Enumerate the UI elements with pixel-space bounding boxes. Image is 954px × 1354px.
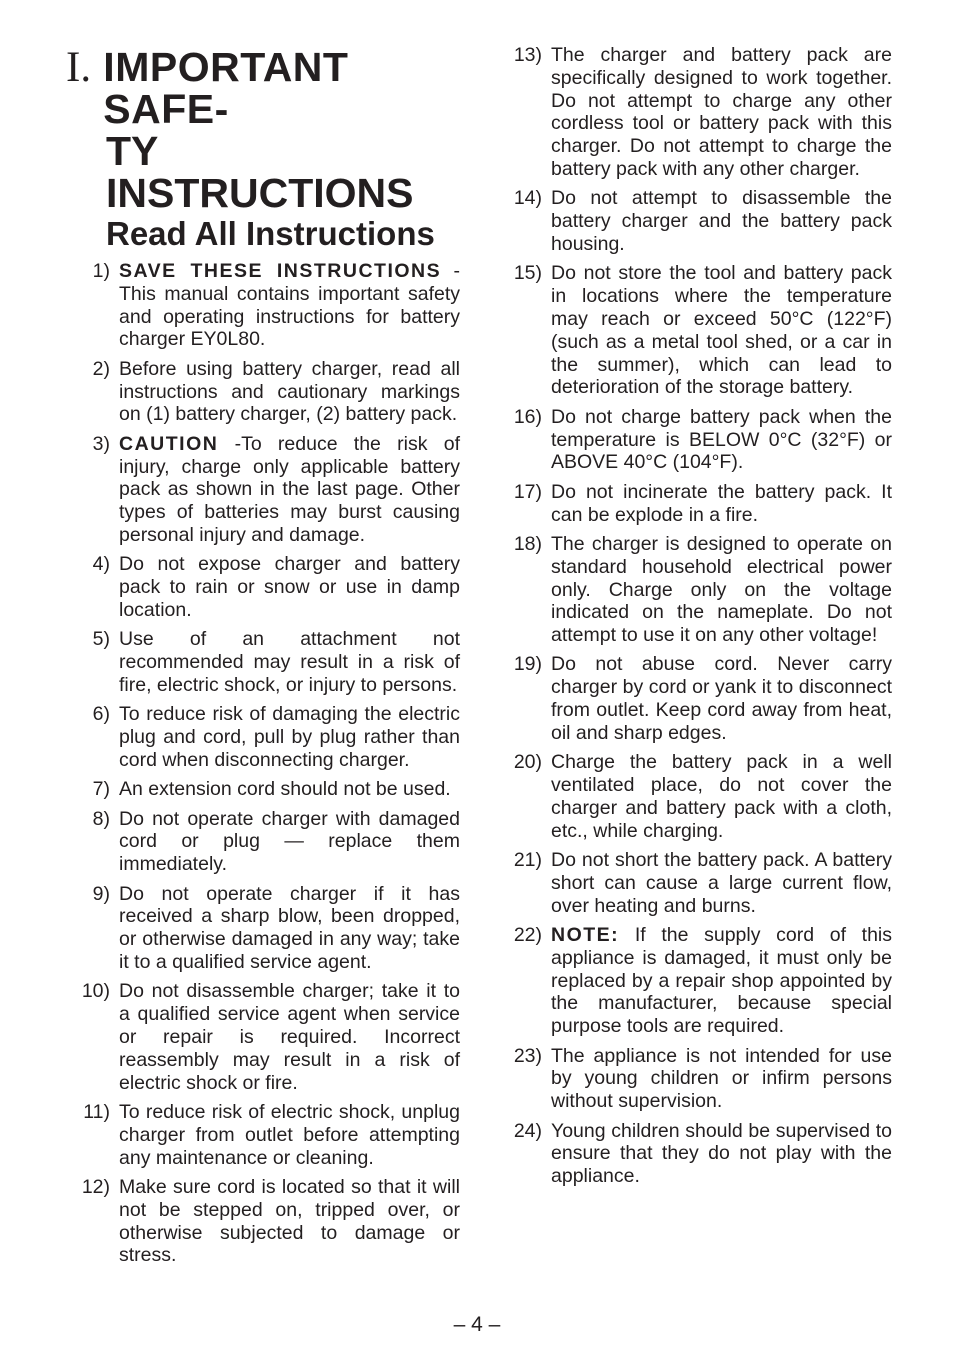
item-text: To reduce risk of electric shock, unplug charger from outlet before attempting any maintenance or cleaning. [119,1101,460,1169]
item-text-block [551,924,892,1038]
item-number: 20) [513,751,542,774]
item-number: 23) [513,1044,542,1067]
item-text: Do not expose charger and battery pack to rain or snow or use in damp location. [119,553,460,621]
item-text-block [551,533,892,647]
item-number: 18) [513,532,542,555]
item-text-block [551,406,892,474]
item-number: 8) [92,807,110,830]
item-text-block [551,481,892,527]
item-text-block [119,358,460,426]
item-number: 24) [513,1119,542,1142]
item-text-block [119,980,460,1094]
item-number: 10) [81,980,110,1003]
item-number: 14) [513,187,542,210]
item-text: Do not operate charger if it has received a sharp blow, been dropped, or otherwise damaged in any way; take it to a qualified service agent. [119,882,460,974]
item-number: 7) [92,778,110,801]
instruction-item [500,653,892,744]
item-text: Do not attempt to disassemble the battery charger and the battery pack housing. [551,187,892,255]
item-number: 12) [81,1176,110,1199]
item-text: Do not incinerate the battery pack. It can be explode in a fire. [551,480,892,526]
instruction-item [500,262,892,399]
instruction-list-left [66,260,460,1267]
item-text-block [119,883,460,974]
item-text: The charger is designed to operate on standard household electrical power only. Charge only on the voltage indicated on the nameplate. Do not attempt to use it on any other voltage! [551,532,892,647]
item-number: 11) [83,1101,110,1124]
item-text: -To reduce the risk of injury, charge only applicable battery pack as shown in the last page. Other types of batteries may burst causing personal injury and damage. [119,432,460,546]
item-number: 4) [92,553,110,576]
instruction-item [500,481,892,527]
item-text: If the supply cord of this appliance is damaged, it must only be replaced by a repair shop appointed by the manufacturer, because special purpose tools are required. [551,924,892,1038]
item-text-block [551,1045,892,1113]
item-text-block [119,433,460,547]
item-text-block [119,1176,460,1267]
item-number: 17) [513,480,542,503]
item-text-block [551,187,892,255]
item-text: The appliance is not intended for use by young children or infirm persons without supervision. [551,1044,892,1113]
instruction-item [500,187,892,255]
item-text-block [551,44,892,181]
left-column [66,46,460,1274]
item-number: 22) [513,924,542,947]
instruction-item [500,1120,892,1188]
item-text: Do not abuse cord. Never carry charger by cord or yank it to disconnect from outlet. Keep cord away from heat, oil and sharp edges. [551,653,892,744]
item-number: 16) [513,405,542,428]
instruction-item [66,553,460,621]
item-number: 5) [92,628,110,651]
item-text-block [119,808,460,876]
item-number: 2) [92,357,110,380]
item-number: 13) [513,44,542,66]
item-text: Do not short the battery pack. A battery short can cause a large current flow, over heating and burns. [551,849,892,917]
item-text-block [119,628,460,696]
item-text-block [551,751,892,842]
item-text: -This manual contains important safety and operating instructions for battery charger EY0L80. [119,260,460,351]
item-text-block [119,703,460,771]
instruction-list-right [500,44,892,1188]
instruction-item [66,980,460,1094]
item-text-block [119,553,460,621]
item-number: 6) [92,703,110,726]
item-text: Do not store the tool and battery pack in locations where the temperature may reach or exceed 50°C (122°F) (such as a metal tool shed, or a car in the summer), which can lead to deterioration of the storage battery. [551,262,892,399]
item-text-block [551,849,892,917]
item-text: Do not disassemble charger; take it to a qualified service agent when service or repair is required. Incorrect reassembly may result in a risk of electric shock or fire. [119,980,460,1094]
item-text-block [119,260,460,351]
item-text: Before using battery charger, read all instructions and cautionary markings on (1) battery charger, (2) battery pack. [119,357,460,426]
item-text: Use of an attachment not recommended may result in a risk of fire, electric shock, or injury to persons. [119,628,460,696]
item-text: The charger and battery pack are specifically designed to work together. Do not attempt to charge any other cordless tool or battery pack with this charger. Do not attempt to charge the battery pack with any other charger. [551,44,892,180]
instruction-item [66,703,460,771]
item-number: 1) [92,260,110,282]
item-text: Charge the battery pack in a well ventilated place, do not cover the charger and battery pack with a cloth, etc., while charging. [551,751,892,842]
instruction-item [500,44,892,181]
instruction-item [500,406,892,474]
item-text: An extension cord should not be used. [119,778,451,801]
page-number: – 4 – [453,1313,501,1336]
item-text-block [551,262,892,399]
item-text-block [119,778,460,801]
item-number: 19) [513,653,542,676]
instruction-item [66,808,460,876]
heading-line-2: TY INSTRUCTIONS [106,128,414,216]
item-text-block [119,1101,460,1169]
right-column [500,44,892,1195]
heading-subtitle: Read All Instructions [106,215,435,252]
instruction-item [66,883,460,974]
item-text: Make sure cord is located so that it will not be stepped on, tripped over, or otherwise subjected to damage or stress. [119,1176,460,1267]
item-text: Do not operate charger with damaged cord or plug — replace them immediately. [119,807,460,876]
heading-line-1: IMPORTANT SAFE- [103,44,349,132]
item-text: Do not charge battery pack when the temperature is BELOW 0°C (32°F) or ABOVE 40°C (104°F). [551,405,892,474]
instruction-item [500,751,892,842]
item-text-block [551,1120,892,1188]
item-text-block [551,653,892,744]
item-number: 9) [92,882,110,905]
item-lead-text: NOTE: [551,924,620,947]
item-text: Young children should be supervised to ensure that they do not play with the appliance. [551,1119,892,1188]
instruction-item [66,433,460,547]
item-number: 15) [513,262,542,285]
item-lead-text: SAVE THESE INSTRUCTIONS [119,260,442,282]
section-numeral: I. [66,44,92,91]
instruction-item [66,358,460,426]
instruction-item [66,1176,460,1267]
instruction-item [500,924,892,1038]
item-number: 3) [92,432,110,455]
item-text: To reduce risk of damaging the electric plug and cord, pull by plug rather than cord when disconnecting charger. [119,703,460,771]
section-heading [66,46,460,254]
instruction-item [500,849,892,917]
instruction-item [500,1045,892,1113]
instruction-item [66,778,460,801]
item-number: 21) [513,849,542,872]
instruction-item [500,533,892,647]
instruction-item [66,260,460,351]
instruction-item [66,628,460,696]
item-lead-text: CAUTION [119,432,219,455]
instruction-item [66,1101,460,1169]
